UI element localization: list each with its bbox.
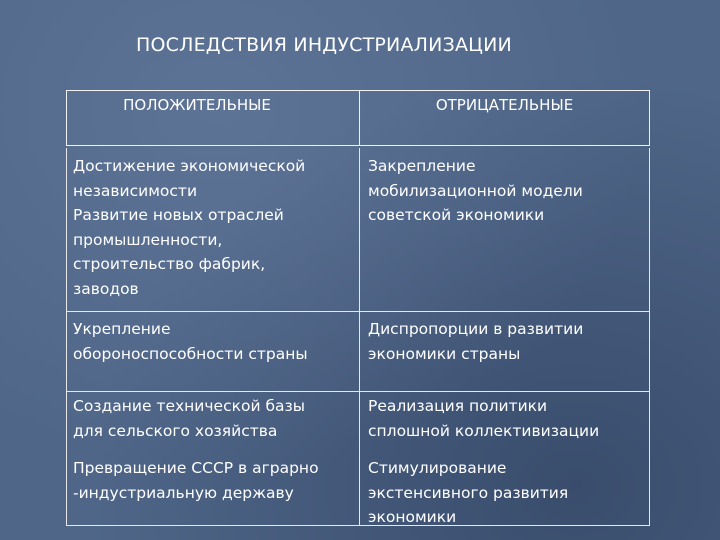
negative-cell (368, 394, 646, 443)
table-row (67, 311, 649, 392)
cell-line: строительство фабрик, (73, 255, 266, 273)
cell-line: экономики (368, 508, 457, 526)
cell-line: обороноспособности страны (73, 344, 308, 363)
cell-line: Достижение экономической (73, 157, 306, 175)
cell-line: Диспропорции в развитии (368, 320, 584, 338)
cell-line: промышленности, (73, 230, 223, 249)
cell-line: советской экономики (368, 206, 545, 224)
slide-title: ПОСЛЕДСТВИЯ ИНДУСТРИАЛИЗАЦИИ (136, 34, 512, 56)
header-positive-label: ПОЛОЖИТЕЛЬНЫЕ (123, 96, 271, 114)
cell-line: мобилизационной модели (368, 181, 583, 200)
cell-line: экономики страны (368, 344, 521, 363)
cell-line: Создание технической базы (73, 397, 305, 415)
negative-cell (368, 317, 646, 366)
cell-line: Развитие новых отраслей (73, 206, 284, 224)
cell-line: заводов (73, 279, 139, 298)
header-negative-label: ОТРИЦАТЕЛЬНЫЕ (435, 96, 574, 114)
negative-cell (368, 154, 646, 228)
header-negative (360, 91, 649, 145)
table-row (67, 453, 649, 526)
positive-cell (73, 394, 359, 443)
cell-line: независимости (73, 181, 198, 200)
cell-line: Стимулирование (368, 459, 507, 477)
cell-line: -индустриальную державу (73, 483, 294, 502)
table-row (67, 148, 649, 312)
header-positive (67, 91, 360, 145)
table-row (67, 391, 649, 453)
cell-line: экстенсивного развития (368, 483, 569, 502)
positive-cell (73, 317, 359, 366)
positive-cell (73, 154, 359, 301)
header-table (66, 90, 650, 146)
cell-line: для сельского хозяйства (73, 421, 278, 440)
consequences-table (66, 148, 650, 526)
cell-line: Закрепление (368, 157, 476, 175)
cell-line: Реализация политики (368, 397, 548, 415)
cell-line: Укрепление (73, 320, 171, 338)
positive-cell (73, 456, 359, 505)
cell-line: Превращение СССР в аграрно (73, 459, 319, 477)
cell-line: сплошной коллективизации (368, 421, 600, 440)
negative-cell (368, 456, 646, 530)
